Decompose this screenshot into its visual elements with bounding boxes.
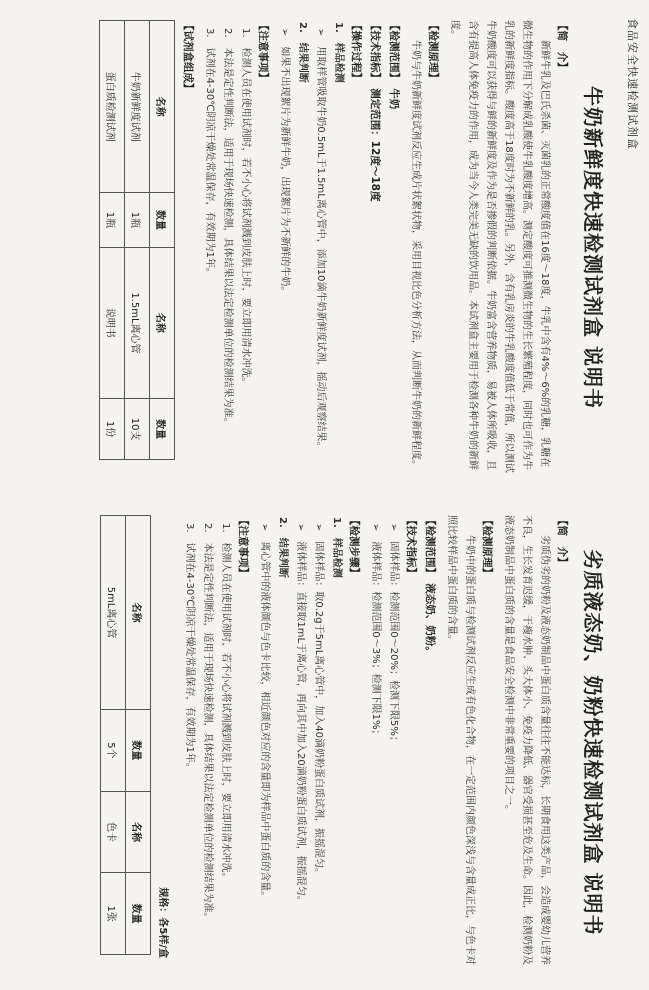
left-principle-heading: 【检测原理】	[427, 20, 439, 83]
right-note: 2. 本法是定性判断法，适用于现场快速检测，具体结果以法定检测单位的检测结果为准。	[202, 523, 213, 923]
table-cell: 说明书	[100, 247, 125, 399]
left-kit-table	[99, 20, 175, 460]
left-kit-heading: 【试剂盒组成】	[182, 20, 194, 94]
table-header-cell: 数量	[150, 193, 175, 247]
left-note: 3. 试剂在4-30℃阴凉干燥处常温保存，有效期为1年。	[204, 28, 215, 278]
right-step: ➢ 固体样品：取0.2g于5mL离心管中，加入40滴奶粉蛋白质试剂，振摇混匀。	[313, 523, 324, 879]
table-header-cell: 名称	[126, 516, 151, 710]
right-note: 3. 试剂在4-30℃阴凉干燥处常温保存，有效期为1年。	[184, 523, 195, 773]
table-header-cell: 数量	[150, 399, 175, 460]
right-note: 1. 检测人员在使用试剂时，若不小心将试剂溅到皮肤上时，要立即用清水冲洗。	[220, 523, 231, 883]
right-step: ➢ 液体样品：直接取1mL于离心管，再向其中加入20滴奶粉蛋白质试剂，振摇混匀。	[295, 523, 306, 906]
table-cell: 10支	[125, 399, 150, 460]
table-header-row	[126, 516, 151, 955]
table-cell: 1.5mL离心管	[125, 247, 150, 399]
right-tech-line: ➢ 固体样品：检测范围0～20%；检测下限5%；	[388, 523, 399, 746]
left-note: 1. 检测人员在使用试剂时，若不小心将试剂溅到皮肤上时，要立即用清水冲洗。	[240, 28, 251, 388]
right-notes-heading: 【注意事项】	[237, 515, 249, 578]
left-principle-text: 牛奶与牛奶新鲜度试剂反应生成片状絮状物，采用目视比色分析方法，从而判断牛奶的新鲜程度。	[410, 40, 421, 470]
right-step: 2. 结果判断	[277, 517, 288, 578]
left-procedure-heading: 【操作过程】	[350, 20, 362, 83]
table-cell: 1份	[100, 399, 125, 460]
left-step: ➢ 用取样管吸取牛奶0.5mL于1.5mL离心管中，添加10滴牛奶新鲜度试剂，摇动后观察结果。	[315, 28, 326, 452]
right-spec: 规格：各5样/盒	[157, 887, 168, 958]
right-principle-heading: 【检测原理】	[481, 515, 493, 578]
right-principle-text: 牛奶中的蛋白质与检测试剂反应生成有色化合物，在一定范围内颜色深浅与含量成正比，与色卡对照比较样品中蛋白质的含量。	[446, 515, 475, 965]
right-tech-heading: 【技术指标】	[405, 515, 417, 578]
left-notes-heading: 【注意事项】	[257, 20, 269, 83]
table-header-cell: 名称	[126, 791, 151, 873]
table-cell: 1张	[101, 873, 126, 955]
left-note: 2. 本法是定性判断法，适用于现场快速检测，具体结果以法定检测单位的检测结果为准。	[222, 28, 233, 428]
right-steps-heading: 【检测步骤】	[348, 515, 360, 578]
header-kit-label: 食品安全快速检测试剂盒	[626, 18, 639, 150]
table-row	[101, 516, 126, 955]
right-step: ➢ 离心管中的液体颜色与色卡比较，相近颜色对应的含量即为样品中蛋白质的含量。	[259, 523, 270, 902]
left-step: 2. 结果判断	[297, 22, 308, 83]
left-step: 1. 样品检测	[333, 22, 344, 83]
left-intro-heading: 【简 介】	[556, 20, 568, 73]
table-cell: 1瓶	[125, 193, 150, 247]
right-kit-table	[100, 515, 151, 955]
left-scope: 【检测范围】 牛奶	[388, 20, 400, 110]
right-step: 1. 样品检测	[331, 517, 342, 578]
right-intro-heading: 【简 介】	[556, 515, 568, 568]
table-row	[125, 21, 150, 460]
right-tech-line: ➢ 液体样品：检测范围0～3%；检测下限1%；	[370, 523, 381, 740]
table-cell: 蛋白质检测试剂	[100, 21, 125, 193]
right-doc-title: 劣质液态奶、奶粉快速检测试剂盒 说明书	[581, 549, 605, 936]
table-header-cell: 名称	[150, 247, 175, 399]
left-intro-text: 新鲜牛乳及巴氏杀菌、灭菌乳的正常酸度值在16度～18度，牛乳中含有4%～6%的乳糖，乳糖在微生物的作用下分解成乳酸使牛乳酸度增高。测定酸度可推测微生物的生长繁殖程度，同时也可作为牛乳的新鲜度指标。酸度高于18度时为不新鲜的乳。另外，含有乳房炎的牛乳酸度值低于常值，所以测试牛奶酸度可以获得与鲜的新鲜度及作为是否掺假的判断依据。牛奶富含营养物质，易被人体所吸收，且含有提高人体免疫力的作用，成为当今人类完美无缺的饮用品。本试剂盒主要用于检测各种牛奶的新鲜度。	[449, 20, 550, 473]
table-header-cell: 数量	[126, 873, 151, 955]
right-intro-text: 劣质伪劣的奶粉及液态奶制品中蛋白质含量往往不能达标，长期食用这类产品，会造成婴幼儿营养不良，生长发育迟缓，干瘦水肿、头大体小、免疫力降低、器官受损甚至危及生命。因此，检测奶粉及液态奶制品中蛋白质的含量是食品安全检测中非常重要的项目之一。	[503, 515, 550, 965]
protein-test-manual	[29, 515, 609, 970]
table-header-cell: 名称	[150, 21, 175, 193]
left-tech: 【技术指标】 测定范围：12度～18度	[369, 20, 381, 202]
right-scope: 【检测范围】 液态奶、奶粉。	[424, 515, 436, 657]
left-step: ➢ 如果不出现絮片为新鲜牛奶，出现絮片为不新鲜的牛奶。	[279, 28, 290, 297]
left-doc-title: 牛奶新鲜度快速检测试剂盒 说明书	[581, 86, 605, 409]
table-cell: 5mL离心管	[101, 516, 126, 710]
milk-freshness-manual	[29, 20, 609, 475]
table-header-row	[150, 21, 175, 460]
table-cell: 5个	[101, 710, 126, 792]
table-cell: 色卡	[101, 791, 126, 873]
table-row	[100, 21, 125, 460]
table-header-cell: 数量	[126, 710, 151, 792]
table-cell: 1瓶	[100, 193, 125, 247]
table-cell: 牛奶新鲜度试剂	[125, 21, 150, 193]
